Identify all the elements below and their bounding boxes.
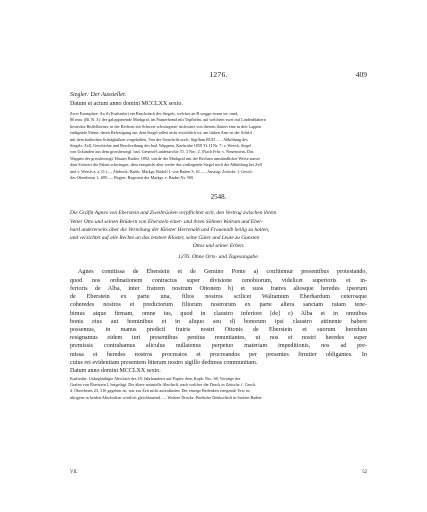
document-summary <box>70 209 367 250</box>
body-line: bonis eius aut hominibus et in aliquo seu d) bonorum ipsi claustro attinente habere <box>70 318 367 325</box>
summary-line: Vetter Otto und seinen Brüdern von Eberstein einer- und ihren Söhnen Walram und Eber- <box>70 218 263 225</box>
body-line: quod nos ordinationem contractus super divisione cenobiorum, videlicet superioris et in- <box>70 277 367 284</box>
place-date-line: 1276. Ohne Orts- und Tagesangabe. <box>177 254 260 261</box>
header-year: 1276. <box>209 70 228 79</box>
footnote-line: d. Oberrheins 23, 316 gegeben ist, war zur Zeit nicht aufzufinden. Der einzige Bedenken erregende Text ist <box>70 388 250 394</box>
summary-line: Ottos und seiner Erben. <box>192 243 245 250</box>
note-line: besteckte Büffelhörner, in der Rechten ein Schwert schwingend; rückwärts von diesem flattert eine in drei Lappen <box>70 123 262 129</box>
source-footnote <box>70 376 367 401</box>
body-line: bimus atque firmam, omne ius, quod in claustro inferiore [de] c) Alba et in omnibus <box>70 310 367 317</box>
note-line: endigende Fahne, deren Befestigung aus dem Siegel selbst nicht ersichtlich ist; am linken Arm ist der Schild <box>70 130 252 136</box>
body-line: cuius rei evidentiam presentem litteram nostro sigillo dedimus communitam. <box>70 359 258 366</box>
body-line: resignamus eidem iuri presentibus penitus renuntiantes, ut nos et nostri heredes super <box>70 335 367 342</box>
body-line: missa et heredes nostros procreatos et procreandos per presentes firmiter obligantes. In <box>70 351 367 358</box>
charter-text <box>70 268 367 366</box>
page-header <box>70 70 367 82</box>
page-content <box>70 92 367 401</box>
summary-line: hard andererseits über die Verteilung der Klöster Herrenalb und Frauenalb heilig zu halten, <box>70 226 270 233</box>
dated-line: Datum et actum anno domini MCCLXX sexto. <box>70 101 183 107</box>
footnote-line: Grafen von Eberstein I, beigefügt. Die ältere notarielle Abschrift, nach welcher der Druck in Zeitschr. f. Gesch. <box>70 382 257 388</box>
note-line: und v. Weech a. a. O.) — Abdruck: Bader, Markgr. Rudolf I. von Baden S. 61. — Auszug: Zeitschr. f. Gesch. <box>70 168 253 174</box>
body-line: premissis contrahamus aliculus nullatenus perpetuo materiam impeditionis, nos ad pre- <box>70 343 367 350</box>
summary-line: Die Gräfin Agnes von Eberstein und Zweibrücken verpflichtet sich, den Vertrag zwischen ihrem <box>70 210 277 217</box>
seal-statement: Siegler: Der Aussteller. <box>70 92 127 98</box>
note-line: von Urkunden aus dem grossherzogl. bad. General-Landesarchiv Tf. 3 Nro. 2. (Nach Frhr. v. Neuenstein, Das <box>70 149 254 155</box>
body-line: ferioris de Alba, inter fratrem nostrum Ottonem b) et suos fratres aliosque heredes ipsorum <box>70 285 367 292</box>
note-line: mit dem badischen Schrägbalken vorgehalten. Von der Umschrift noch: Sigillum RUD ...... Abbildung des <box>70 136 248 142</box>
footnote-line: übrigens in beiden Abschriften wörtlich gleichlautend. — Weitere Drucke: Badische Denkschrift in Sachen Baden- <box>70 394 263 400</box>
body-line: coheredes nostros et predictorum filiorum nostrorum ex parte altera sanctam ratam tene- <box>70 302 367 309</box>
summary-line: und verzichtet auf alle Rechte an das letztere Kloster, seine Güter und Leute zu Gunsten <box>70 235 260 242</box>
signature-right: 52 <box>362 470 367 475</box>
printer-signature <box>70 470 367 478</box>
body-line: possemus, in manus predicti fratris nostri Ottonis de Eberstein et suorum heredum <box>70 326 367 333</box>
note-line: dem Schwert die Fahne schwingen; dem entspricht aber weder das vorliegende Siegel noch die Abbildung bei Zell <box>70 162 262 168</box>
note-line: Zwei Exemplare. An A (Karlsruhe) ein Bruchstück des Siegels, welches an B wegge-rissen ist; rund, <box>70 111 239 116</box>
archival-note <box>70 111 367 181</box>
note-line: des Oberrheins 1, 489. — Regest: Regesten der Markgr. v. Baden Nr. 500. <box>70 175 195 181</box>
page-number: 409 <box>355 70 367 79</box>
document-number: 2548. <box>210 193 227 202</box>
note-line: 80 mm. (Bl. B. 3): der galoppierende Markgraf, im Panzerhemd mit Topfhelm, auf welchem zwei mit Lindenblättern <box>70 117 266 123</box>
note-line: Siegels: Zell, Geschichte und Beschreibung des bad. Wappens, Karlsruhe 1858 Tf. II Nr. 7; v. Weech, Siegel <box>70 143 252 149</box>
body-line: Agnes comitissa de Eberstein et de Gemino Ponte a) confitemur presentibus protestando, <box>78 269 367 276</box>
signature-left: VII. <box>70 470 78 475</box>
document-dated-line: Datum anno domini MCCLXX sexto. <box>70 367 161 374</box>
note-line: Wappen des grossherzogl. Hauses Baden, 1892, würde der Markgraf mit der Rechten umständlicher Weise ausser <box>70 155 261 161</box>
body-line: de Eberstein ex parte una, filios nostros scilicet Walramum Eberhardum ceterosque <box>70 294 367 301</box>
footnote-line: Karlsruhe. Unbeglaubigte Abschrift des 18. Jahrhunderts auf Papier, dem Kopb. Nro. 68, Verträge der <box>70 375 241 381</box>
